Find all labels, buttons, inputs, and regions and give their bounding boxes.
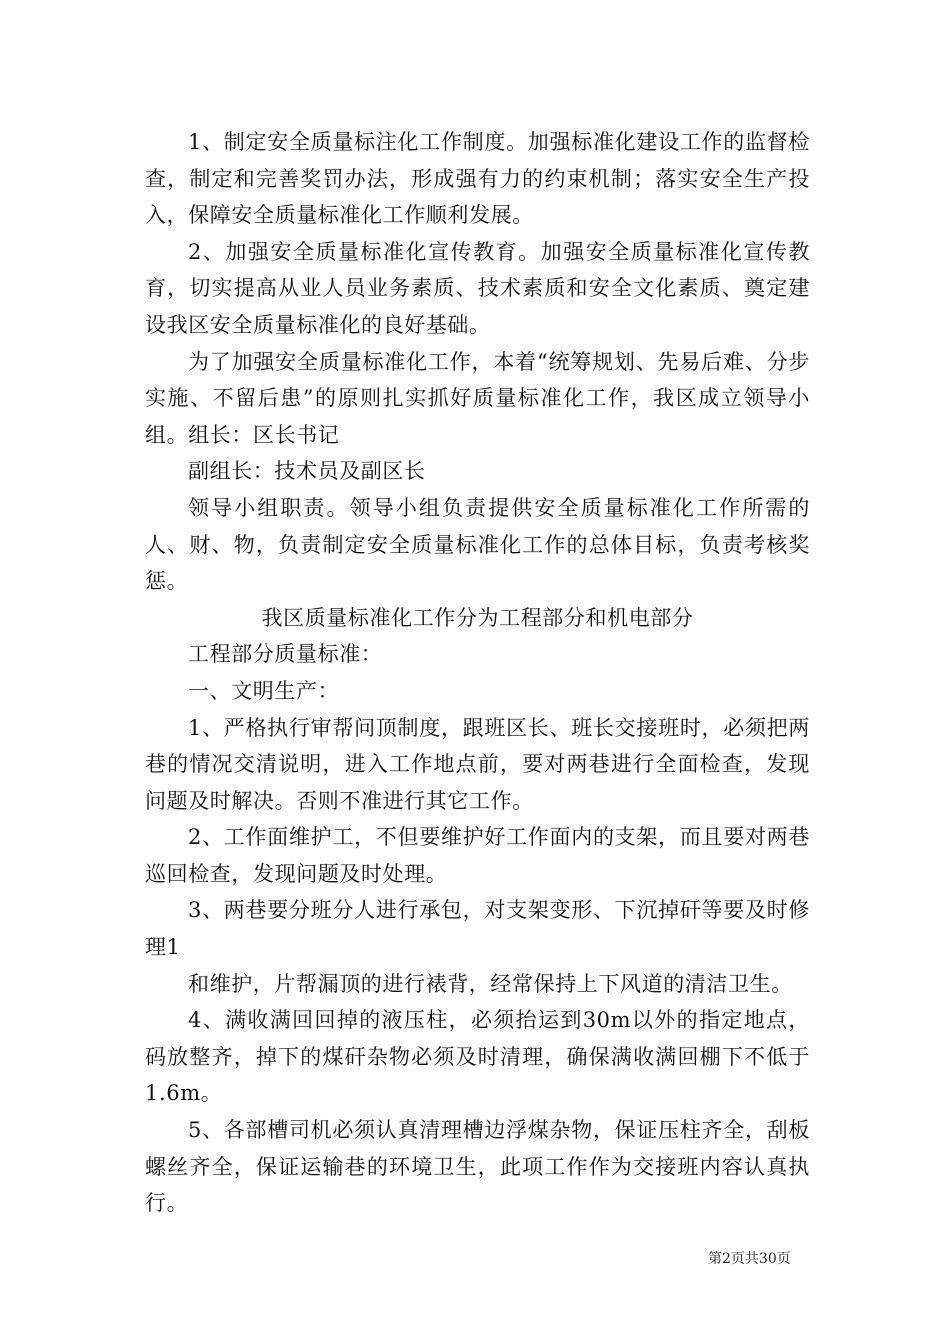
paragraph-item-3: 3、两巷要分班分人进行承包，对支架变形、下沉掉矸等要及时修理1: [145, 898, 810, 960]
paragraph-2: 2、加强安全质量标准化宣传教育。加强安全质量标准化宣传教育，切实提高从业人员业务素质、技术素质和安全文化素质、奠定建设我区安全质量标准化的良好基础。: [145, 239, 810, 337]
paragraph-3: 为了加强安全质量标准化工作，本着“统筹规划、先易后难、分步实施、不留后患”的原则扎实抓好质量标准化工作，我区成立领导小组。组长：区长书记: [145, 349, 810, 447]
paragraph-4: 副组长：技术员及副区长: [188, 459, 426, 484]
paragraph-1: 1、制定安全质量标注化工作制度。加强标准化建设工作的监督检查，制定和完善奖罚办法，形成强有力的约束机制；落实安全生产投入，保障安全质量标准化工作顺利发展。: [145, 130, 810, 228]
paragraph-item-5: 5、各部槽司机必须认真清理槽边浮煤杂物，保证压柱齐全，刮板螺丝齐全，保证运输巷的环境卫生，此项工作作为交接班内容认真执行。: [145, 1118, 810, 1216]
section-heading: 我区质量标准化工作分为工程部分和机电部分: [261, 605, 694, 630]
paragraph-item-1: 1、严格执行审帮问顶制度，跟班区长、班长交接班时，必须把两巷的情况交清说明，进入工作地点前，要对两巷进行全面检查，发现问题及时解决。否则不准进行其它工作。: [145, 715, 810, 813]
paragraph-item-4: 4、满收满回回掉的液压柱，必须抬运到30m以外的指定地点，码放整齐，掉下的煤矸杂物必须及时清理，确保满收满回棚下不低于1.6m。: [145, 1008, 810, 1106]
page-number-footer: 第2页共30页: [708, 1251, 791, 1267]
paragraph-item-3-continued: 和维护，片帮漏顶的进行裱背，经常保持上下风道的清洁卫生。: [188, 971, 793, 996]
subheading-civilized-production: 一、文明生产：: [188, 678, 340, 703]
document-body: [145, 124, 810, 1222]
paragraph-5: 领导小组职责。领导小组负责提供安全质量标准化工作所需的人、财、物，负责制定安全质量标准化工作的总体目标，负责考核奖惩。: [145, 495, 810, 594]
paragraph-item-2: 2、工作面维护工，不但要维护好工作面内的支架，而且要对两巷巡回检查，发现问题及时处理。: [145, 825, 810, 886]
subheading-engineering: 工程部分质量标准：: [188, 642, 383, 667]
